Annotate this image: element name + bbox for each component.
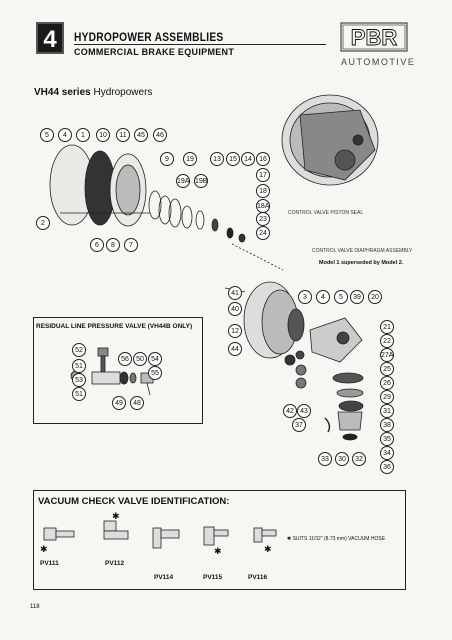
part-callout: 39 <box>350 290 364 304</box>
part-callout: 21 <box>380 320 394 334</box>
suits-note: ✱ SUITS 11/32" (8.73 mm) VACUUM HOSE <box>287 536 386 542</box>
part-callout: 20 <box>368 290 382 304</box>
part-callout: 6 <box>90 238 104 252</box>
part-callout: 7 <box>124 238 138 252</box>
part-callout: 33 <box>318 452 332 466</box>
part-callout: 2 <box>36 216 50 230</box>
note-diaphragm: CONTROL VALVE DIAPHRAGM ASSEMBLY <box>312 248 413 254</box>
part-callout: 48 <box>130 396 144 410</box>
part-callout: 29 <box>380 390 394 404</box>
part-callout: 26 <box>380 376 394 390</box>
logo-subtitle: AUTOMOTIVE <box>341 57 416 67</box>
part-callout: 1 <box>76 128 90 142</box>
vacuum-title: VACUUM CHECK VALVE IDENTIFICATION: <box>38 496 230 507</box>
part-callout: 42 <box>283 404 297 418</box>
part-callout: 17 <box>256 168 270 182</box>
part-callout: 52 <box>72 343 86 357</box>
part-callout: 3 <box>298 290 312 304</box>
note-piston-seal: CONTROL VALVE PISTON SEAL <box>288 210 364 216</box>
part-callout: 13 <box>210 152 224 166</box>
logo-text: PBR <box>350 25 398 50</box>
part-callout: 19 <box>183 152 197 166</box>
part-callout: 18A <box>256 199 270 213</box>
part-callout: 5 <box>40 128 54 142</box>
part-callout: 50 <box>133 352 147 366</box>
section-tab: 4 <box>36 22 64 54</box>
part-callout: 11 <box>116 128 130 142</box>
part-callout: 44 <box>228 342 242 356</box>
part-callout: 35 <box>380 432 394 446</box>
part-callout: 4 <box>316 290 330 304</box>
part-callout: 16 <box>256 152 270 166</box>
part-callout: 51 <box>72 387 86 401</box>
part-callout: 34 <box>380 446 394 460</box>
note-superseded: Model 1 superseded by Model 2. <box>319 260 404 266</box>
part-callout: 45 <box>134 128 148 142</box>
part-callout: 55 <box>148 366 162 380</box>
part-callout: 14 <box>241 152 255 166</box>
svg-text:✱: ✱ <box>112 511 120 521</box>
part-callout: 36 <box>380 460 394 474</box>
valve-label: PV112 <box>105 560 125 567</box>
part-callout: 51 <box>72 359 86 373</box>
part-callout: 24 <box>256 226 270 240</box>
part-callout: 18 <box>256 184 270 198</box>
part-callout: 43 <box>297 404 311 418</box>
series-rest: Hydropowers <box>90 87 153 98</box>
svg-text:✱: ✱ <box>40 544 48 554</box>
valve-label: PV114 <box>154 574 174 581</box>
valve-label: PV111 <box>40 560 59 567</box>
part-callout: 19B <box>194 174 208 188</box>
part-callout: 49 <box>112 396 126 410</box>
part-callout: 46 <box>153 128 167 142</box>
part-callout: 19A <box>176 174 190 188</box>
part-callout: 4 <box>58 128 72 142</box>
series-name: VH44 series <box>34 87 91 98</box>
part-callout: 31 <box>380 404 394 418</box>
part-callout: 15 <box>226 152 240 166</box>
part-callout: 22 <box>380 334 394 348</box>
part-callout: 53 <box>72 373 86 387</box>
part-callout: 40 <box>228 302 242 316</box>
residual-title: RESIDUAL LINE PRESSURE VALVE (VH44B ONLY) <box>36 323 193 330</box>
page-title: HYDROPOWER ASSEMBLIES <box>74 30 224 44</box>
part-callout: 23 <box>256 212 270 226</box>
part-callout: 9 <box>160 152 174 166</box>
svg-text:✱: ✱ <box>264 544 272 554</box>
part-callout: 10 <box>96 128 110 142</box>
part-callout: 38 <box>380 418 394 432</box>
part-callout: 37 <box>292 418 306 432</box>
page-number: 118 <box>30 604 40 610</box>
part-callout: 54 <box>148 352 162 366</box>
residual-panel <box>33 317 203 424</box>
part-callout: 41 <box>228 286 242 300</box>
part-callout: 5 <box>334 290 348 304</box>
part-callout: 25 <box>380 362 394 376</box>
part-callout: 27A <box>380 348 394 362</box>
page-subtitle: COMMERCIAL BRAKE EQUIPMENT <box>74 47 235 57</box>
part-callout: 30 <box>335 452 349 466</box>
svg-text:✱: ✱ <box>214 546 222 556</box>
valve-label: PV116 <box>248 574 268 581</box>
part-callout: 56 <box>118 352 132 366</box>
part-callout: 8 <box>106 238 120 252</box>
valve-label: PV115 <box>203 574 223 581</box>
part-callout: 12 <box>228 324 242 338</box>
part-callout: 32 <box>352 452 366 466</box>
